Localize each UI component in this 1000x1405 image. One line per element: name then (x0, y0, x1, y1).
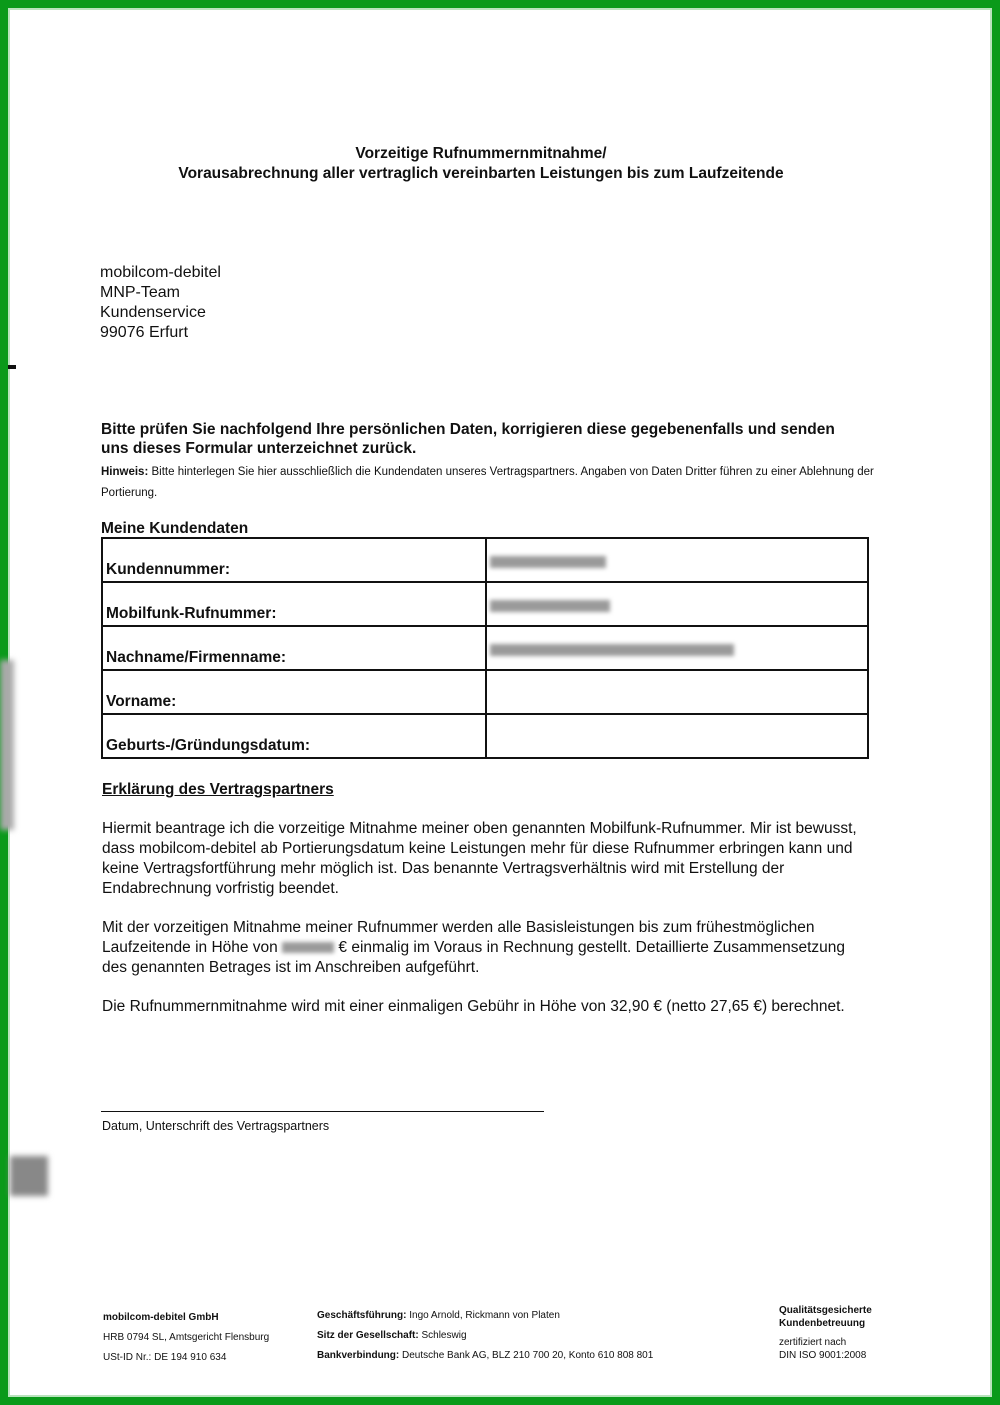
footer-value: Deutsche Bank AG, BLZ 210 700 20, Konto 610 808 801 (399, 1350, 654, 1361)
table-row (102, 626, 868, 670)
hint-label: Hinweis: (101, 466, 149, 478)
hint-body: Bitte hinterlegen Sie hier ausschließlich die Kundendaten unseres Vertragspartners. Angaben von Daten Dritter führen zu einer Ablehnung der Portierung. (101, 466, 874, 499)
footer-label: Sitz der Gesellschaft: (317, 1330, 419, 1341)
document-title-line1: Vorzeitige Rufnummernmitnahme/ (355, 145, 607, 162)
paragraph-text-end: € einmalig im Voraus in Rechnung gestellt. Detaillierte Zusammensetzung des genannten Betrages ist im Anschreiben aufgeführt. (102, 939, 846, 976)
footer-bank-line (317, 1346, 653, 1366)
table-row (102, 714, 868, 758)
cert-line: zertifiziert nach (779, 1337, 847, 1348)
declaration-paragraph-1 (102, 819, 872, 899)
footer-company (103, 1308, 269, 1368)
footer-certification (779, 1304, 872, 1362)
declaration-heading: Erklärung des Vertragspartners (102, 781, 334, 798)
declaration-paragraph-3 (102, 997, 872, 1017)
redacted-amount (282, 942, 334, 953)
table-row (102, 670, 868, 714)
footer-register: HRB 0794 SL, Amtsgericht Flensburg (103, 1332, 270, 1343)
row-label: Geburts-/Gründungsdatum: (102, 714, 486, 758)
cert-text: Kundenbetreuung (779, 1318, 866, 1329)
table-row (102, 538, 868, 582)
customer-data-table (101, 537, 869, 759)
row-label: Kundennummer: (102, 538, 486, 582)
signature-line[interactable] (101, 1111, 544, 1112)
row-label: Nachname/Firmenname: (102, 626, 486, 670)
surname-field[interactable] (486, 626, 868, 670)
recipient-company: mobilcom-debitel (100, 264, 221, 281)
declaration-paragraph-2 (102, 918, 872, 978)
table-row (102, 582, 868, 626)
intro-text: Bitte prüfen Sie nachfolgend Ihre persönlichen Daten, korrigieren diese gegebenenfalls und senden uns dieses Formular unterzeichnet zurück. (101, 421, 835, 457)
recipient-team: MNP-Team (100, 284, 181, 301)
footer-label: Geschäftsführung: (317, 1310, 407, 1321)
cert-line (779, 1304, 872, 1317)
footer-company-name-text: mobilcom-debitel GmbH (103, 1312, 219, 1323)
paragraph-text (102, 918, 872, 978)
first-name-field[interactable] (486, 670, 868, 714)
recipient-department: Kundenservice (100, 304, 206, 321)
redacted-value (490, 556, 606, 568)
cert-text: Qualitätsgesicherte (779, 1305, 872, 1316)
paragraph-text: Hiermit beantrage ich die vorzeitige Mitnahme meiner oben genannten Mobilfunk-Rufnummer. Mir ist bewusst, dass mobilcom-debitel ab Portierungsdatum keine Leistungen mehr für diese Rufnummer erbringen kann und keine Vertragsfortführung mehr möglich ist. Das benannte Vertragsverhältnis wird mit Erstellung der Endabrechnung vorfristig beendet. (102, 820, 857, 897)
scan-mark (8, 365, 16, 369)
redacted-margin-code (0, 660, 14, 830)
row-label: Vorname: (102, 670, 486, 714)
customer-data-heading: Meine Kundendaten (101, 520, 249, 537)
footer-vat-id: USt-ID Nr.: DE 194 910 634 (103, 1352, 227, 1363)
paragraph-text-start: Mit der vorzeitigen Mitnahme meiner Rufnummer werden alle Basisleistungen bis zum frühestmöglichen Laufzeitende in Höhe von (102, 919, 815, 956)
footer-value: Ingo Arnold, Rickmann von Platen (406, 1310, 560, 1321)
signature-label: Datum, Unterschrift des Vertragspartners (102, 1119, 330, 1133)
redacted-value (490, 600, 610, 612)
document-title-line2: Vorausabrechnung aller vertraglich vereinbarten Leistungen bis zum Laufzeitende (178, 165, 784, 182)
cert-line: DIN ISO 9001:2008 (779, 1350, 867, 1361)
cert-line (779, 1317, 872, 1330)
customer-number-field[interactable] (486, 538, 868, 582)
redacted-barcode (10, 1156, 48, 1196)
footer-management (317, 1306, 653, 1366)
recipient-address (100, 263, 221, 343)
hint-text (101, 462, 881, 504)
recipient-city: 99076 Erfurt (100, 324, 189, 341)
paragraph-text: Die Rufnummernmitnahme wird mit einer einmaligen Gebühr in Höhe von 32,90 € (netto 27,65 €) berechnet. (102, 998, 845, 1015)
row-label: Mobilfunk-Rufnummer: (102, 582, 486, 626)
birth-date-field[interactable] (486, 714, 868, 758)
footer-company-name (103, 1308, 269, 1328)
footer-value: Schleswig (418, 1330, 467, 1341)
footer-seat-line (317, 1326, 653, 1346)
redacted-value (490, 644, 734, 656)
footer-label: Bankverbindung: (317, 1350, 400, 1361)
phone-number-field[interactable] (486, 582, 868, 626)
footer-management-line (317, 1306, 653, 1326)
